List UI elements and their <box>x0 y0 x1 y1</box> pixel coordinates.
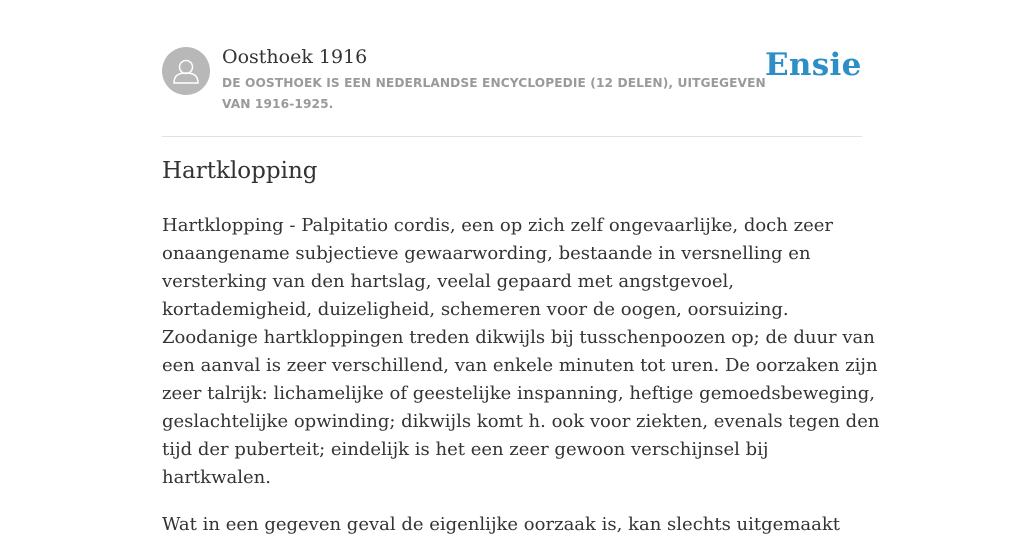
article-title: Hartklopping <box>162 158 318 184</box>
article-paragraph: Wat in een gegeven geval de eigenlijke oorzaak is, kan slechts uitgemaakt <box>162 514 840 535</box>
article-body <box>162 212 882 558</box>
article-paragraph: Hartklopping - Palpitatio cordis, een op zich zelf ongevaarlijke, doch zeer onaangename subjectieve gewaarwording, bestaande in versnelling en versterking van den hartslag, veelal gepaard met angstgevoel, kortademigheid, duizeligheid, schemeren voor de oogen, oorsuizing. Zoodanige hartkloppingen treden dikwijls bij tusschenpoozen op; de duur van een aanval is zeer verschillend, van enkele minuten tot uren. De oorzaken zijn zeer talrijk: lichamelijke of geestelijke inspanning, heftige gemoedsbeweging, geslachtelijke opwinding; dikwijls komt h. ook voor ziekten, evenals tegen den tijd der puberteit; eindelijk is het een zeer gewoon verschijnsel bij hartkwalen. <box>162 215 880 488</box>
user-avatar-icon[interactable] <box>162 47 210 95</box>
source-header <box>162 40 862 137</box>
source-description: DE OOSTHOEK IS EEN NEDERLANDSE ENCYCLOPEDIE (12 DELEN), UITGEGEVEN VAN 1916-1925. <box>222 76 766 111</box>
ensie-logo[interactable]: Ensie <box>765 47 862 83</box>
source-title[interactable]: Oosthoek 1916 <box>222 46 368 68</box>
